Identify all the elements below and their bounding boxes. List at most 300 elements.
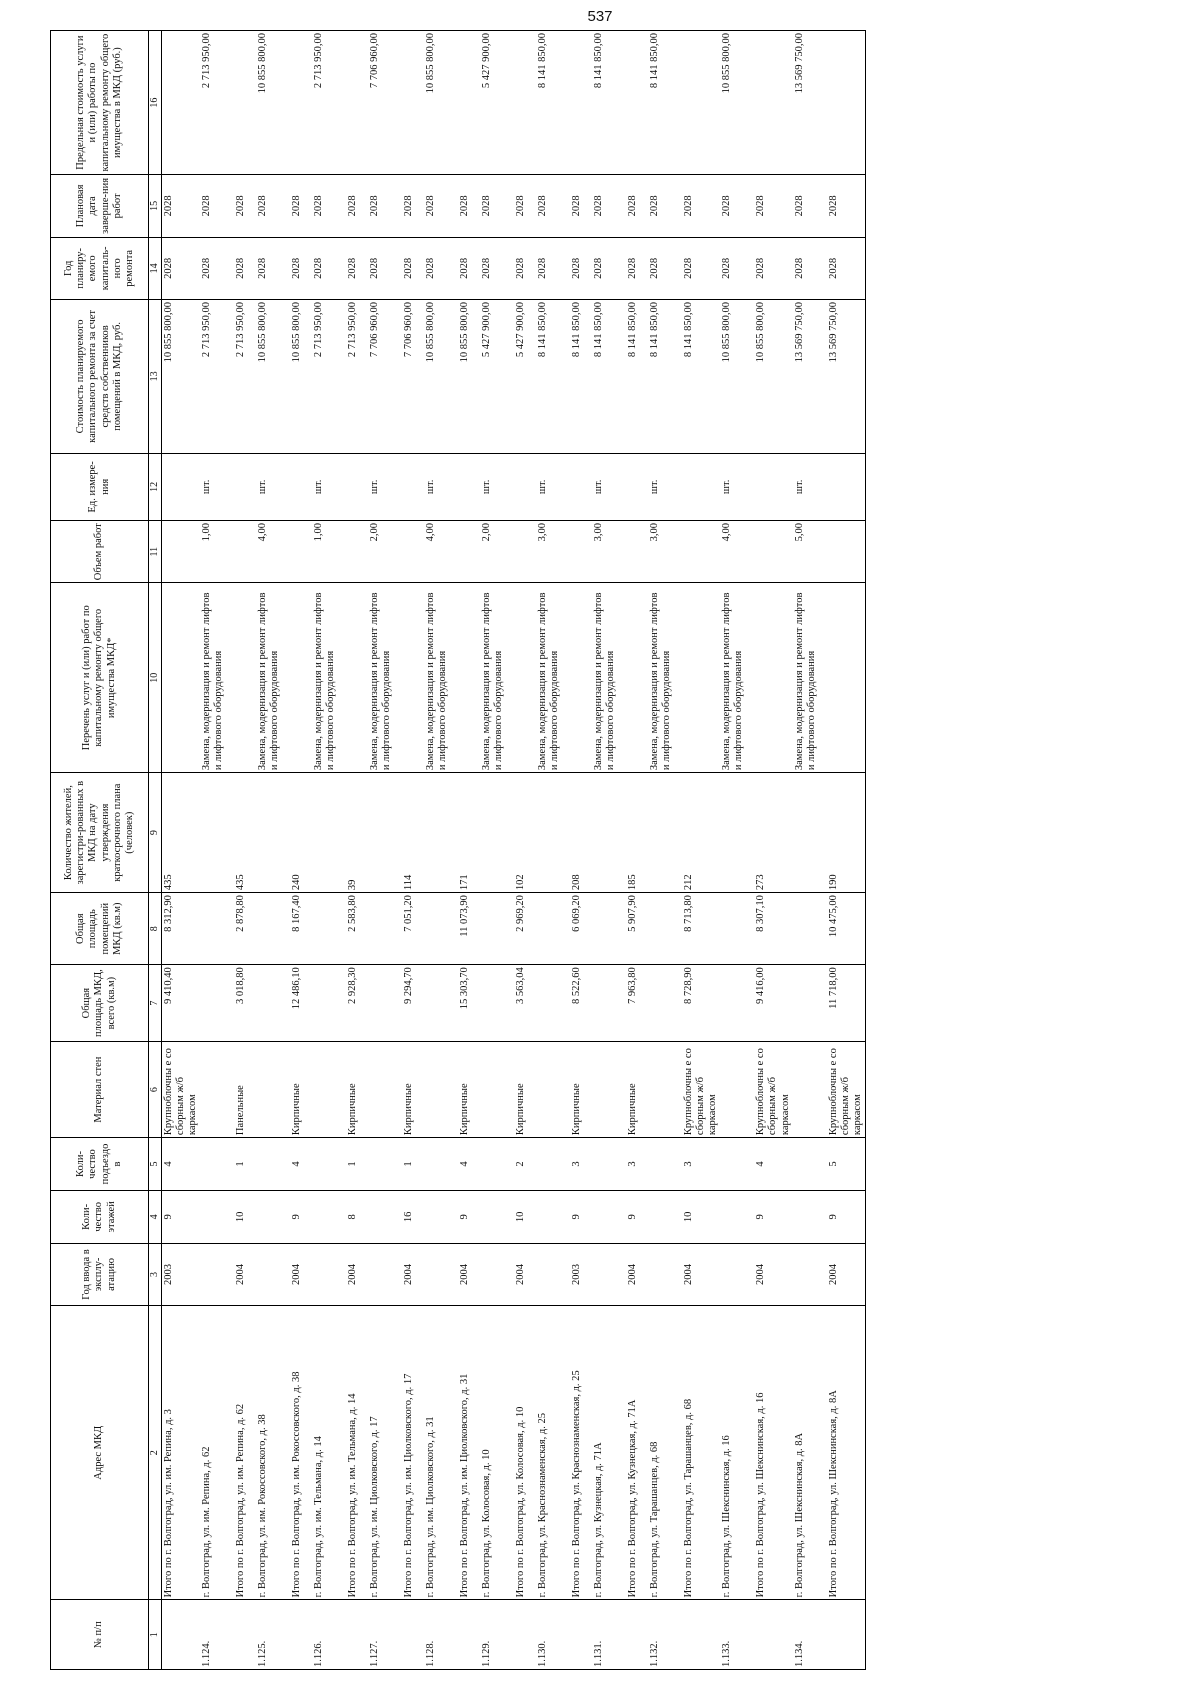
- cell-area2: [480, 893, 514, 965]
- cell-ent: 1: [402, 1138, 424, 1191]
- cell-works: [827, 583, 866, 773]
- table-row: [290, 31, 312, 1670]
- cell-limit: [514, 31, 536, 175]
- column-header: Перечень услуг и (или) работ по капитальному ремонту общего имущества МКД*: [51, 583, 149, 773]
- cell-area: 3 563,04: [514, 965, 536, 1042]
- cell-year: 2004: [234, 1243, 256, 1305]
- cell-y2: 2028: [368, 175, 402, 237]
- cell-n: [570, 1600, 592, 1670]
- cell-works: Замена, модернизация и ремонт лифтов и лифтового оборудования: [648, 583, 682, 773]
- cell-vol: [290, 520, 312, 582]
- cell-walls: Крупноблочны е со сборным ж/б каркасом: [827, 1042, 866, 1138]
- cell-floors: 9: [626, 1190, 648, 1243]
- cell-vol: [402, 520, 424, 582]
- cell-area2: [592, 893, 626, 965]
- cell-area2: 10 475,00: [827, 893, 866, 965]
- cell-unit: [162, 453, 201, 520]
- cell-y1: 2028: [200, 237, 234, 299]
- cell-limit: 5 427 900,00: [480, 31, 514, 175]
- column-number: 16: [149, 31, 162, 175]
- cell-unit: [827, 453, 866, 520]
- cell-floors: [793, 1190, 827, 1243]
- cell-year: [648, 1243, 682, 1305]
- cell-y1: 2028: [368, 237, 402, 299]
- cell-ent: [480, 1138, 514, 1191]
- cell-area: [648, 965, 682, 1042]
- cell-area2: [200, 893, 234, 965]
- cell-vol: [514, 520, 536, 582]
- cell-year: [424, 1243, 458, 1305]
- cell-floors: 10: [514, 1190, 536, 1243]
- cell-works: Замена, модернизация и ремонт лифтов и лифтового оборудования: [424, 583, 458, 773]
- cell-y1: 2028: [648, 237, 682, 299]
- cell-year: 2004: [290, 1243, 312, 1305]
- column-header: Материал стен: [51, 1042, 149, 1138]
- column-header: Общая площадь МКД, всего (кв.м): [51, 965, 149, 1042]
- cell-unit: [290, 453, 312, 520]
- cell-y2: 2028: [424, 175, 458, 237]
- table-row: [480, 31, 514, 1670]
- cell-cost: 2 713 950,00: [200, 300, 234, 454]
- cell-n: [290, 1600, 312, 1670]
- cell-unit: [402, 453, 424, 520]
- cell-area2: 2 969,20: [514, 893, 536, 965]
- cell-works: Замена, модернизация и ремонт лифтов и лифтового оборудования: [256, 583, 290, 773]
- cell-n: [162, 1600, 201, 1670]
- cell-floors: [256, 1190, 290, 1243]
- cell-ent: [256, 1138, 290, 1191]
- cell-addr: Итого по г. Волгоград, ул. Тарашанцев, д. 68: [682, 1306, 720, 1600]
- cell-walls: Кирпичные: [402, 1042, 424, 1138]
- cell-works: [458, 583, 480, 773]
- cell-y1: 2028: [290, 237, 312, 299]
- cell-n: [458, 1600, 480, 1670]
- cell-n: 1.125.: [256, 1600, 290, 1670]
- cell-area2: [720, 893, 754, 965]
- cell-y1: 2028: [720, 237, 754, 299]
- cell-addr: Итого по г. Волгоград, ул. Краснознаменская, д. 25: [570, 1306, 592, 1600]
- cell-limit: [402, 31, 424, 175]
- cell-area: 9 294,70: [402, 965, 424, 1042]
- cell-y2: 2028: [312, 175, 346, 237]
- column-number: 7: [149, 965, 162, 1042]
- cell-unit: шт.: [480, 453, 514, 520]
- cell-works: Замена, модернизация и ремонт лифтов и лифтового оборудования: [536, 583, 570, 773]
- cell-unit: шт.: [793, 453, 827, 520]
- cell-y2: 2028: [458, 175, 480, 237]
- cell-unit: шт.: [424, 453, 458, 520]
- cell-limit: [754, 31, 792, 175]
- cell-limit: 2 713 950,00: [200, 31, 234, 175]
- cell-year: 2003: [570, 1243, 592, 1305]
- cell-people: 185: [626, 773, 648, 893]
- table-row: [626, 31, 648, 1670]
- cell-cost: 13 569 750,00: [827, 300, 866, 454]
- cell-people: [536, 773, 570, 893]
- cell-n: [346, 1600, 368, 1670]
- cell-vol: [346, 520, 368, 582]
- cell-y2: 2028: [592, 175, 626, 237]
- table-row: [592, 31, 626, 1670]
- cell-ent: 2: [514, 1138, 536, 1191]
- cell-cost: 8 141 850,00: [570, 300, 592, 454]
- cell-limit: [827, 31, 866, 175]
- cell-y1: 2028: [256, 237, 290, 299]
- cell-floors: [536, 1190, 570, 1243]
- cell-floors: 10: [234, 1190, 256, 1243]
- cell-people: 435: [162, 773, 201, 893]
- cell-year: 2003: [162, 1243, 201, 1305]
- cell-walls: [200, 1042, 234, 1138]
- cell-unit: [234, 453, 256, 520]
- cell-vol: 3,00: [592, 520, 626, 582]
- cell-floors: 9: [290, 1190, 312, 1243]
- column-header: Год ввода в эксплу-атацию: [51, 1243, 149, 1305]
- column-header: Год планиру-емого капиталь-ного ремонта: [51, 237, 149, 299]
- cell-area2: 6 069,20: [570, 893, 592, 965]
- cell-y2: 2028: [720, 175, 754, 237]
- cell-ent: [368, 1138, 402, 1191]
- cell-unit: шт.: [648, 453, 682, 520]
- cell-n: [682, 1600, 720, 1670]
- cell-works: Замена, модернизация и ремонт лифтов и лифтового оборудования: [200, 583, 234, 773]
- table-row: [754, 31, 792, 1670]
- column-header: Объем работ: [51, 520, 149, 582]
- cell-limit: 13 569 750,00: [793, 31, 827, 175]
- column-number: 15: [149, 175, 162, 237]
- cell-works: [402, 583, 424, 773]
- cell-n: 1.128.: [424, 1600, 458, 1670]
- cell-unit: [626, 453, 648, 520]
- cell-works: [234, 583, 256, 773]
- cell-addr: г. Волгоград, ул. им. Репина, д. 62: [200, 1306, 234, 1600]
- cell-walls: Крупноблочны е со сборным ж/б каркасом: [754, 1042, 792, 1138]
- cell-ent: [312, 1138, 346, 1191]
- table-row: [234, 31, 256, 1670]
- cell-works: [570, 583, 592, 773]
- cell-y2: 2028: [793, 175, 827, 237]
- cell-walls: Кирпичные: [458, 1042, 480, 1138]
- column-number: 14: [149, 237, 162, 299]
- cell-vol: [827, 520, 866, 582]
- cell-n: 1.124.: [200, 1600, 234, 1670]
- cell-area: 3 018,80: [234, 965, 256, 1042]
- document-sheet: [50, 30, 1200, 1670]
- cell-area2: 7 051,20: [402, 893, 424, 965]
- cell-vol: [682, 520, 720, 582]
- cell-area: 12 486,10: [290, 965, 312, 1042]
- cell-y2: 2028: [346, 175, 368, 237]
- cell-area2: [536, 893, 570, 965]
- cell-n: 1.134.: [793, 1600, 827, 1670]
- table-row: [402, 31, 424, 1670]
- cell-y1: 2028: [234, 237, 256, 299]
- cell-people: 171: [458, 773, 480, 893]
- cell-walls: Панельные: [234, 1042, 256, 1138]
- cell-works: [290, 583, 312, 773]
- cell-y2: 2028: [402, 175, 424, 237]
- cell-floors: 9: [570, 1190, 592, 1243]
- cell-cost: 5 427 900,00: [480, 300, 514, 454]
- cell-walls: [793, 1042, 827, 1138]
- cell-addr: Итого по г. Волгоград, ул. им. Репина, д. 3: [162, 1306, 201, 1600]
- cell-area2: [793, 893, 827, 965]
- cell-vol: 4,00: [720, 520, 754, 582]
- cell-y1: 2028: [458, 237, 480, 299]
- cell-addr: г. Волгоград, ул. им. Тельмана, д. 14: [312, 1306, 346, 1600]
- cell-area: 9 416,00: [754, 965, 792, 1042]
- cell-walls: Кирпичные: [570, 1042, 592, 1138]
- cell-area2: 11 073,90: [458, 893, 480, 965]
- cell-year: [256, 1243, 290, 1305]
- column-header: Предельная стоимость услуги и (или) работы по капитальному ремонту общего имущества в МКД (руб.): [51, 31, 149, 175]
- cell-unit: шт.: [256, 453, 290, 520]
- cell-limit: [458, 31, 480, 175]
- cell-ent: [720, 1138, 754, 1191]
- cell-cost: 2 713 950,00: [346, 300, 368, 454]
- cell-cost: 8 141 850,00: [648, 300, 682, 454]
- cell-y2: 2028: [514, 175, 536, 237]
- cell-y2: 2028: [570, 175, 592, 237]
- cell-y2: 2028: [754, 175, 792, 237]
- table-header-row: [51, 31, 149, 1670]
- cell-cost: 10 855 800,00: [290, 300, 312, 454]
- cell-n: 1.129.: [480, 1600, 514, 1670]
- cell-vol: 2,00: [480, 520, 514, 582]
- cell-cost: 8 141 850,00: [592, 300, 626, 454]
- cell-ent: 4: [290, 1138, 312, 1191]
- cell-walls: Крупноблочны е со сборным ж/б каркасом: [162, 1042, 201, 1138]
- cell-ent: 4: [458, 1138, 480, 1191]
- cell-limit: [234, 31, 256, 175]
- cell-people: [368, 773, 402, 893]
- cell-n: 1.127.: [368, 1600, 402, 1670]
- cell-cost: 8 141 850,00: [626, 300, 648, 454]
- cell-year: 2004: [514, 1243, 536, 1305]
- cell-floors: [424, 1190, 458, 1243]
- cell-walls: [312, 1042, 346, 1138]
- cell-area: [720, 965, 754, 1042]
- page-number: 537: [587, 8, 613, 25]
- cell-cost: 2 713 950,00: [234, 300, 256, 454]
- cell-cost: 10 855 800,00: [458, 300, 480, 454]
- cell-unit: [570, 453, 592, 520]
- cell-area2: 8 167,40: [290, 893, 312, 965]
- cell-ent: 4: [754, 1138, 792, 1191]
- cell-cost: 10 855 800,00: [256, 300, 290, 454]
- cell-people: [648, 773, 682, 893]
- cell-people: 240: [290, 773, 312, 893]
- cell-area2: 8 307,10: [754, 893, 792, 965]
- cell-n: 1.130.: [536, 1600, 570, 1670]
- cell-year: [312, 1243, 346, 1305]
- cell-limit: 8 141 850,00: [536, 31, 570, 175]
- cell-y1: 2028: [682, 237, 720, 299]
- cell-walls: Кирпичные: [626, 1042, 648, 1138]
- cell-area: 15 303,70: [458, 965, 480, 1042]
- cell-area2: [312, 893, 346, 965]
- cell-n: 1.132.: [648, 1600, 682, 1670]
- cell-limit: [626, 31, 648, 175]
- cell-area2: [648, 893, 682, 965]
- cell-vol: [162, 520, 201, 582]
- cell-y2: 2028: [234, 175, 256, 237]
- table-row: [200, 31, 234, 1670]
- cell-ent: [424, 1138, 458, 1191]
- cell-area: [536, 965, 570, 1042]
- cell-addr: Итого по г. Волгоград, ул. им. Тельмана, д. 14: [346, 1306, 368, 1600]
- cell-year: [793, 1243, 827, 1305]
- cell-y2: 2028: [162, 175, 201, 237]
- cell-area: 2 928,30: [346, 965, 368, 1042]
- cell-ent: 3: [570, 1138, 592, 1191]
- cell-works: Замена, модернизация и ремонт лифтов и лифтового оборудования: [368, 583, 402, 773]
- cell-n: 1.133.: [720, 1600, 754, 1670]
- cell-limit: [162, 31, 201, 175]
- cell-addr: Итого по г. Волгоград, ул. Кузнецкая, д. 71А: [626, 1306, 648, 1600]
- cell-limit: 8 141 850,00: [592, 31, 626, 175]
- cell-people: 102: [514, 773, 536, 893]
- column-number: 4: [149, 1190, 162, 1243]
- column-number: 6: [149, 1042, 162, 1138]
- cell-area: 8 522,60: [570, 965, 592, 1042]
- cell-limit: [290, 31, 312, 175]
- column-header: Стоимость планируемого капитального ремонта за счет средств собственников помещений в МКД, руб.: [51, 300, 149, 454]
- column-number: 13: [149, 300, 162, 454]
- cell-y1: 2028: [592, 237, 626, 299]
- cell-unit: [346, 453, 368, 520]
- cell-area2: 2 878,80: [234, 893, 256, 965]
- cell-area2: 5 907,90: [626, 893, 648, 965]
- table-row: [514, 31, 536, 1670]
- cell-floors: [312, 1190, 346, 1243]
- cell-floors: 9: [458, 1190, 480, 1243]
- cell-works: [626, 583, 648, 773]
- cell-unit: шт.: [720, 453, 754, 520]
- cell-cost: 10 855 800,00: [720, 300, 754, 454]
- cell-y2: 2028: [536, 175, 570, 237]
- column-header: Плановая дата заверше-ния работ: [51, 175, 149, 237]
- cell-people: 208: [570, 773, 592, 893]
- cell-area: [368, 965, 402, 1042]
- cell-addr: Итого по г. Волгоград, ул. Колосовая, д. 10: [514, 1306, 536, 1600]
- cell-people: [720, 773, 754, 893]
- table-row: [827, 31, 866, 1670]
- cell-people: 39: [346, 773, 368, 893]
- cell-y2: 2028: [626, 175, 648, 237]
- table-row: [162, 31, 201, 1670]
- cell-people: [256, 773, 290, 893]
- cell-year: [592, 1243, 626, 1305]
- cell-year: 2004: [626, 1243, 648, 1305]
- cell-cost: 5 427 900,00: [514, 300, 536, 454]
- cell-walls: Кирпичные: [514, 1042, 536, 1138]
- column-number: 2: [149, 1306, 162, 1600]
- table-row: [793, 31, 827, 1670]
- cell-y1: 2028: [570, 237, 592, 299]
- cell-people: [200, 773, 234, 893]
- column-number: 9: [149, 773, 162, 893]
- table-body: [162, 31, 866, 1670]
- cell-ent: [200, 1138, 234, 1191]
- column-number-row: [149, 31, 162, 1670]
- cell-cost: 7 706 960,00: [368, 300, 402, 454]
- cell-n: [402, 1600, 424, 1670]
- cell-walls: Кирпичные: [346, 1042, 368, 1138]
- cell-vol: 1,00: [312, 520, 346, 582]
- cell-year: 2004: [827, 1243, 866, 1305]
- cell-y1: 2028: [514, 237, 536, 299]
- cell-year: [200, 1243, 234, 1305]
- cell-area2: 8 312,90: [162, 893, 201, 965]
- cell-year: 2004: [346, 1243, 368, 1305]
- cell-works: [162, 583, 201, 773]
- cell-works: [346, 583, 368, 773]
- cell-people: 190: [827, 773, 866, 893]
- table-row: [256, 31, 290, 1670]
- cell-area: 11 718,00: [827, 965, 866, 1042]
- cell-limit: 10 855 800,00: [256, 31, 290, 175]
- cell-area: [793, 965, 827, 1042]
- cell-cost: 8 141 850,00: [682, 300, 720, 454]
- cell-floors: 16: [402, 1190, 424, 1243]
- cell-walls: [424, 1042, 458, 1138]
- cell-addr: г. Волгоград, ул. им. Циолковского, д. 31: [424, 1306, 458, 1600]
- cell-year: 2004: [458, 1243, 480, 1305]
- rotated-page: [50, 30, 1200, 1670]
- cell-area2: 2 583,80: [346, 893, 368, 965]
- cell-vol: [754, 520, 792, 582]
- cell-people: 114: [402, 773, 424, 893]
- table-row: [458, 31, 480, 1670]
- cell-cost: 8 141 850,00: [536, 300, 570, 454]
- cell-ent: 1: [346, 1138, 368, 1191]
- cell-works: [754, 583, 792, 773]
- cell-works: Замена, модернизация и ремонт лифтов и лифтового оборудования: [480, 583, 514, 773]
- cell-vol: 5,00: [793, 520, 827, 582]
- cell-ent: [536, 1138, 570, 1191]
- cell-n: [234, 1600, 256, 1670]
- cell-y2: 2028: [200, 175, 234, 237]
- column-header: Общая площадь помещений МКД (кв.м): [51, 893, 149, 965]
- cell-year: [480, 1243, 514, 1305]
- cell-ent: 3: [682, 1138, 720, 1191]
- column-header: Коли-чество этажей: [51, 1190, 149, 1243]
- cell-limit: 10 855 800,00: [720, 31, 754, 175]
- cell-walls: [256, 1042, 290, 1138]
- cell-people: [480, 773, 514, 893]
- cell-y1: 2028: [402, 237, 424, 299]
- column-number: 1: [149, 1600, 162, 1670]
- column-number: 5: [149, 1138, 162, 1191]
- cell-y2: 2028: [256, 175, 290, 237]
- cell-cost: 10 855 800,00: [754, 300, 792, 454]
- cell-unit: [458, 453, 480, 520]
- cell-y1: 2028: [626, 237, 648, 299]
- cell-y2: 2028: [480, 175, 514, 237]
- cell-works: Замена, модернизация и ремонт лифтов и лифтового оборудования: [720, 583, 754, 773]
- cell-people: [592, 773, 626, 893]
- cell-unit: шт.: [536, 453, 570, 520]
- cell-cost: 10 855 800,00: [162, 300, 201, 454]
- cell-ent: [648, 1138, 682, 1191]
- cell-area2: [256, 893, 290, 965]
- cell-area: [256, 965, 290, 1042]
- cell-limit: 7 706 960,00: [368, 31, 402, 175]
- cell-addr: Итого по г. Волгоград, ул. им. Циолковского, д. 17: [402, 1306, 424, 1600]
- cell-people: 273: [754, 773, 792, 893]
- cell-ent: 1: [234, 1138, 256, 1191]
